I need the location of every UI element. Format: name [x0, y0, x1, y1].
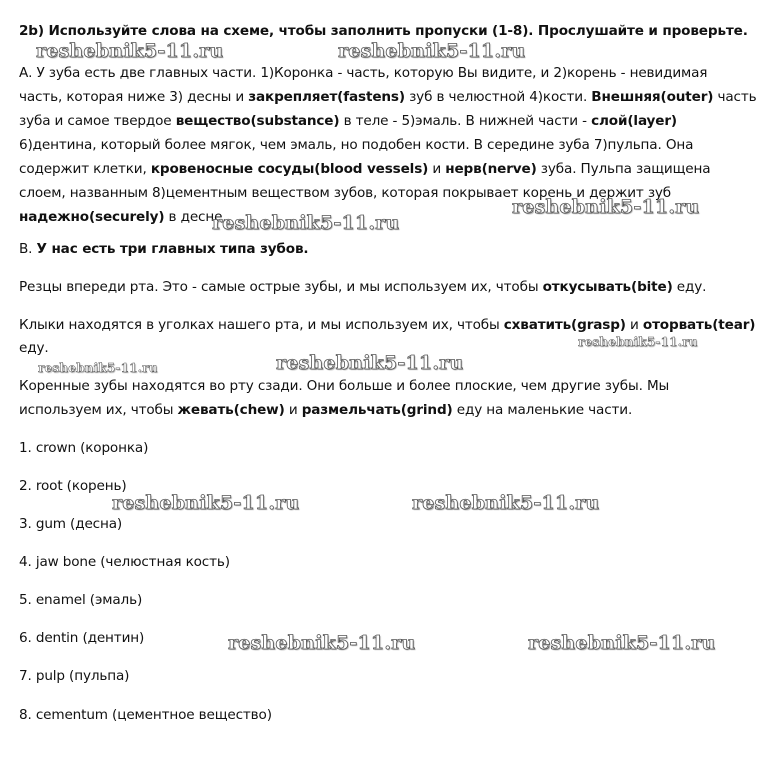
molars-line: Коренные зубы находятся во рту сзади. Они больше и более плоские, чем другие зубы. Мы — [19, 378, 670, 394]
bold-term: жевать(chew) — [177, 402, 285, 418]
vocab-item: 4. jaw bone (челюстная кость) — [19, 554, 230, 570]
bold-term: Внешняя(outer) — [591, 89, 714, 105]
section-a-line: А. У зуба есть две главных части. 1)Коронка - часть, которую Вы видите, и 2)корень - невидимая — [19, 65, 708, 81]
watermark: reshebnik5-11.ru — [228, 632, 416, 654]
vocab-item: 6. dentin (дентин) — [19, 630, 145, 646]
exercise-heading: 2b) Используйте слова на схеме, чтобы заполнить пропуски (1-8). Прослушайте и проверьте. — [19, 23, 748, 39]
bold-term: размельчать(grind) — [301, 402, 453, 418]
bold-term: схватить(grasp) — [503, 317, 626, 333]
incisors-paragraph: Резцы впереди рта. Это - самые острые зубы, и мы используем их, чтобы откусывать(bite) еду. — [19, 279, 707, 295]
vocab-item: 8. cementum (цементное вещество) — [19, 707, 272, 723]
watermark: reshebnik5-11.ru — [112, 492, 300, 514]
vocab-item: 1. crown (коронка) — [19, 440, 149, 456]
section-a-line: надежно(securely) в десне. — [19, 209, 227, 225]
bold-term: У нас есть три главных типа зубов. — [36, 241, 309, 257]
watermark: reshebnik5-11.ru — [276, 352, 464, 374]
vocab-item: 3. gum (десна) — [19, 516, 123, 532]
watermark: reshebnik5-11.ru — [36, 40, 224, 62]
bold-term: нерв(nerve) — [445, 161, 537, 177]
vocab-item: 2. root (корень) — [19, 478, 127, 494]
bold-term: оторвать(tear) — [642, 317, 756, 333]
bold-term: кровеносные сосуды(blood vessels) — [150, 161, 429, 177]
bold-term: вещество(substance) — [175, 113, 340, 129]
molars-line: используем их, чтобы жевать(chew) и размельчать(grind) еду на маленькие части. — [19, 402, 633, 418]
watermark: reshebnik5-11.ru — [212, 212, 400, 234]
bold-term: закрепляет(fastens) — [248, 89, 405, 105]
watermark: reshebnik5-11.ru — [578, 335, 698, 349]
canines-line: Клыки находятся в уголках нашего рта, и мы используем их, чтобы схватить(grasp) и оторвать(tear) — [19, 317, 756, 333]
watermark: reshebnik5-11.ru — [512, 196, 700, 218]
vocab-item: 5. enamel (эмаль) — [19, 592, 143, 608]
watermark: reshebnik5-11.ru — [38, 361, 158, 375]
canines-line: еду. — [19, 340, 49, 356]
section-a-line: содержит клетки, кровеносные сосуды(blood vessels) и нерв(nerve) зуба. Пульпа защищена — [19, 161, 711, 177]
watermark: reshebnik5-11.ru — [412, 492, 600, 514]
section-a-line: слоем, названным 8)цементным веществом зубов, которая покрывает корень и держит зуб — [19, 185, 672, 201]
bold-term: слой(layer) — [591, 113, 677, 129]
section-b-title: В. У нас есть три главных типа зубов. — [19, 241, 309, 257]
section-a-line: 6)дентина, который более мягок, чем эмаль, но подобен кости. В середине зуба 7)пульпа. Она — [19, 137, 694, 153]
bold-term: откусывать(bite) — [542, 279, 673, 295]
vocab-item: 7. pulp (пульпа) — [19, 668, 130, 684]
section-a-line: зуба и самое твердое вещество(substance) в теле - 5)эмаль. В нижней части - слой(layer) — [19, 113, 677, 129]
bold-term: надежно(securely) — [19, 209, 165, 225]
watermark: reshebnik5-11.ru — [528, 632, 716, 654]
watermark: reshebnik5-11.ru — [338, 40, 526, 62]
section-a-line: часть, которая ниже 3) десны и закрепляет(fastens) зуб в челюстной 4)кости. Внешняя(outer) часть — [19, 89, 757, 105]
